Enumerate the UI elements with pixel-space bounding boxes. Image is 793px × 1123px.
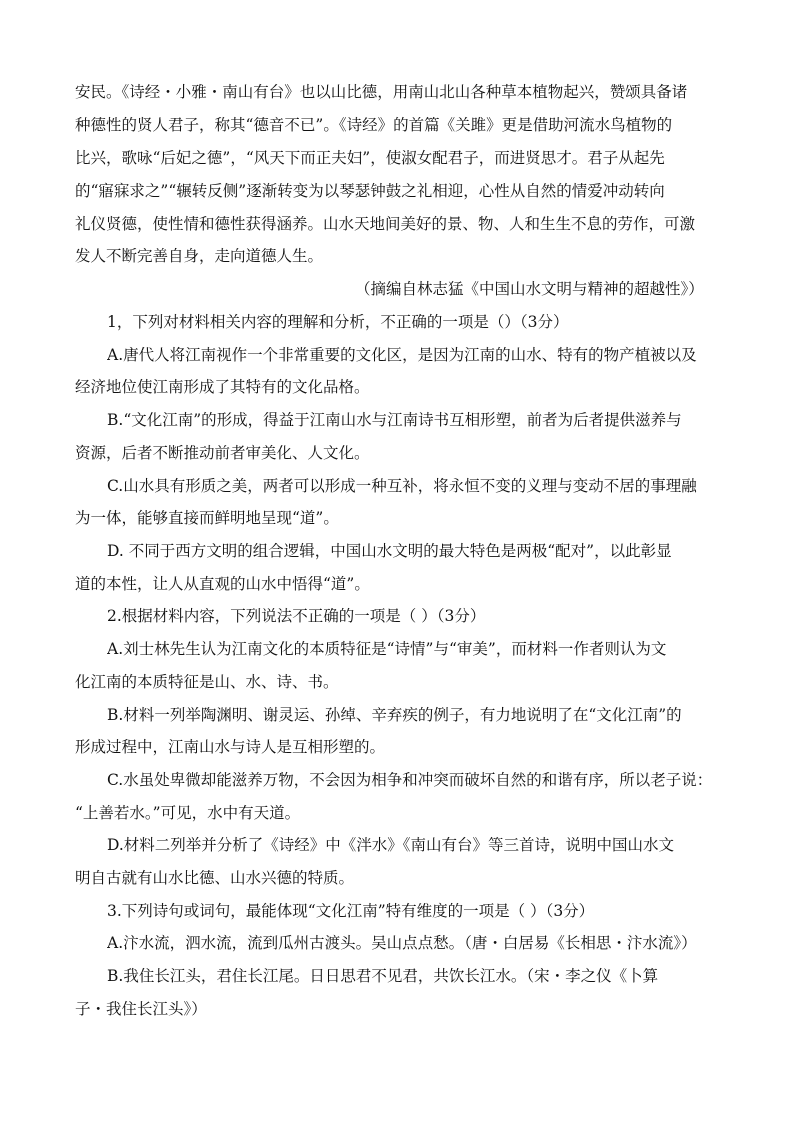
question-stem: 2.根据材料内容，下列说法不正确的一项是（ ）（3分） [107, 607, 486, 625]
option-line: 资源，后者不断推动前者审美化、人文化。 [75, 444, 370, 462]
source-citation: （摘编自林志猛《中国山水文明与精神的超越性》） [355, 280, 704, 298]
passage-line: 比兴，歌咏“后妃之德”，“风天下而正夫妇”，使淑女配君子，而进贤思才。君子从起先 [75, 149, 665, 167]
question-stem: 1，下列对材料相关内容的理解和分析，不正确的一项是（）（3分） [107, 313, 569, 331]
option-line: A.刘士林先生认为江南文化的本质特征是“诗情”与“审美”，而材料一作者则认为文 [107, 640, 667, 658]
option-line: C.水虽处卑微却能滋养万物，不会因为相争和冲突而破坏自然的和谐有序，所以老子说： [107, 771, 713, 789]
option-line: B.“文化江南”的形成，得益于江南山水与江南诗书互相形塑，前者为后者提供滋养与 [107, 411, 682, 429]
passage-line: 的“寤寐求之”“辗转反侧”逐渐转变为以琴瑟钟鼓之礼相迎，心性从自然的情爱冲动转向 [75, 182, 665, 200]
option-line: 道的本性，让人从直观的山水中悟得“道”。 [75, 575, 370, 593]
option-line: B.材料一列举陶渊明、谢灵运、孙绰、辛弃疾的例子，有力地说明了在“文化江南”的 [107, 706, 682, 724]
passage-line: 礼仪贤德，使性情和德性获得涵养。山水天地间美好的景、物、人和生生不息的劳作，可激 [75, 215, 696, 233]
option-line: 形成过程中，江南山水与诗人是互相形塑的。 [75, 738, 386, 756]
option-line: A.唐代人将江南视作一个非常重要的文化区，是因为江南的山水、特有的物产植被以及 [107, 346, 697, 364]
option-line: 为一体，能够直接而鲜明地呈现“道”。 [75, 509, 339, 527]
option-line: D. 不同于西方文明的组合逻辑，中国山水文明的最大特色是两极“配对”，以此彰显 [107, 542, 672, 560]
option-line: B.我住长江头，君住长江尾。日日思君不见君，共饮长江水。（宋・李之仪《卜算 [107, 967, 659, 985]
option-line: D.材料二列举并分析了《诗经》中《泮水》《南山有台》等三首诗，说明中国山水文 [107, 836, 675, 854]
option-line: 明自古就有山水比德、山水兴德的特质。 [75, 869, 355, 887]
option-line: 子・我住长江头》） [75, 1000, 207, 1018]
passage-line: 安民。《诗经・小雅・南山有台》也以山比德，用南山北山各种草本植物起兴，赞颂具备诸 [75, 83, 688, 101]
question-stem: 3.下列诗句或词句，最能体现“文化江南”特有维度的一项是（ ）（3分） [107, 902, 595, 920]
passage-line: 种德性的贤人君子，称其“德音不已”。《诗经》的首篇《关雎》更是借助河流水鸟植物的 [75, 116, 673, 134]
option-line: 化江南的本质特征是山、水、诗、书。 [75, 673, 339, 691]
option-line: “上善若水。”可见，水中有天道。 [75, 804, 301, 822]
option-line: 经济地位使江南形成了其特有的文化品格。 [75, 378, 370, 396]
option-line: A.汴水流，泗水流，流到瓜州古渡头。吴山点点愁。（唐・白居易《长相思・汴水流》） [107, 934, 697, 952]
passage-line: 发人不断完善自身，走向道德人生。 [75, 247, 324, 265]
option-line: C.山水具有形质之美，两者可以形成一种互补，将永恒不变的义理与变动不居的事理融 [107, 477, 697, 495]
